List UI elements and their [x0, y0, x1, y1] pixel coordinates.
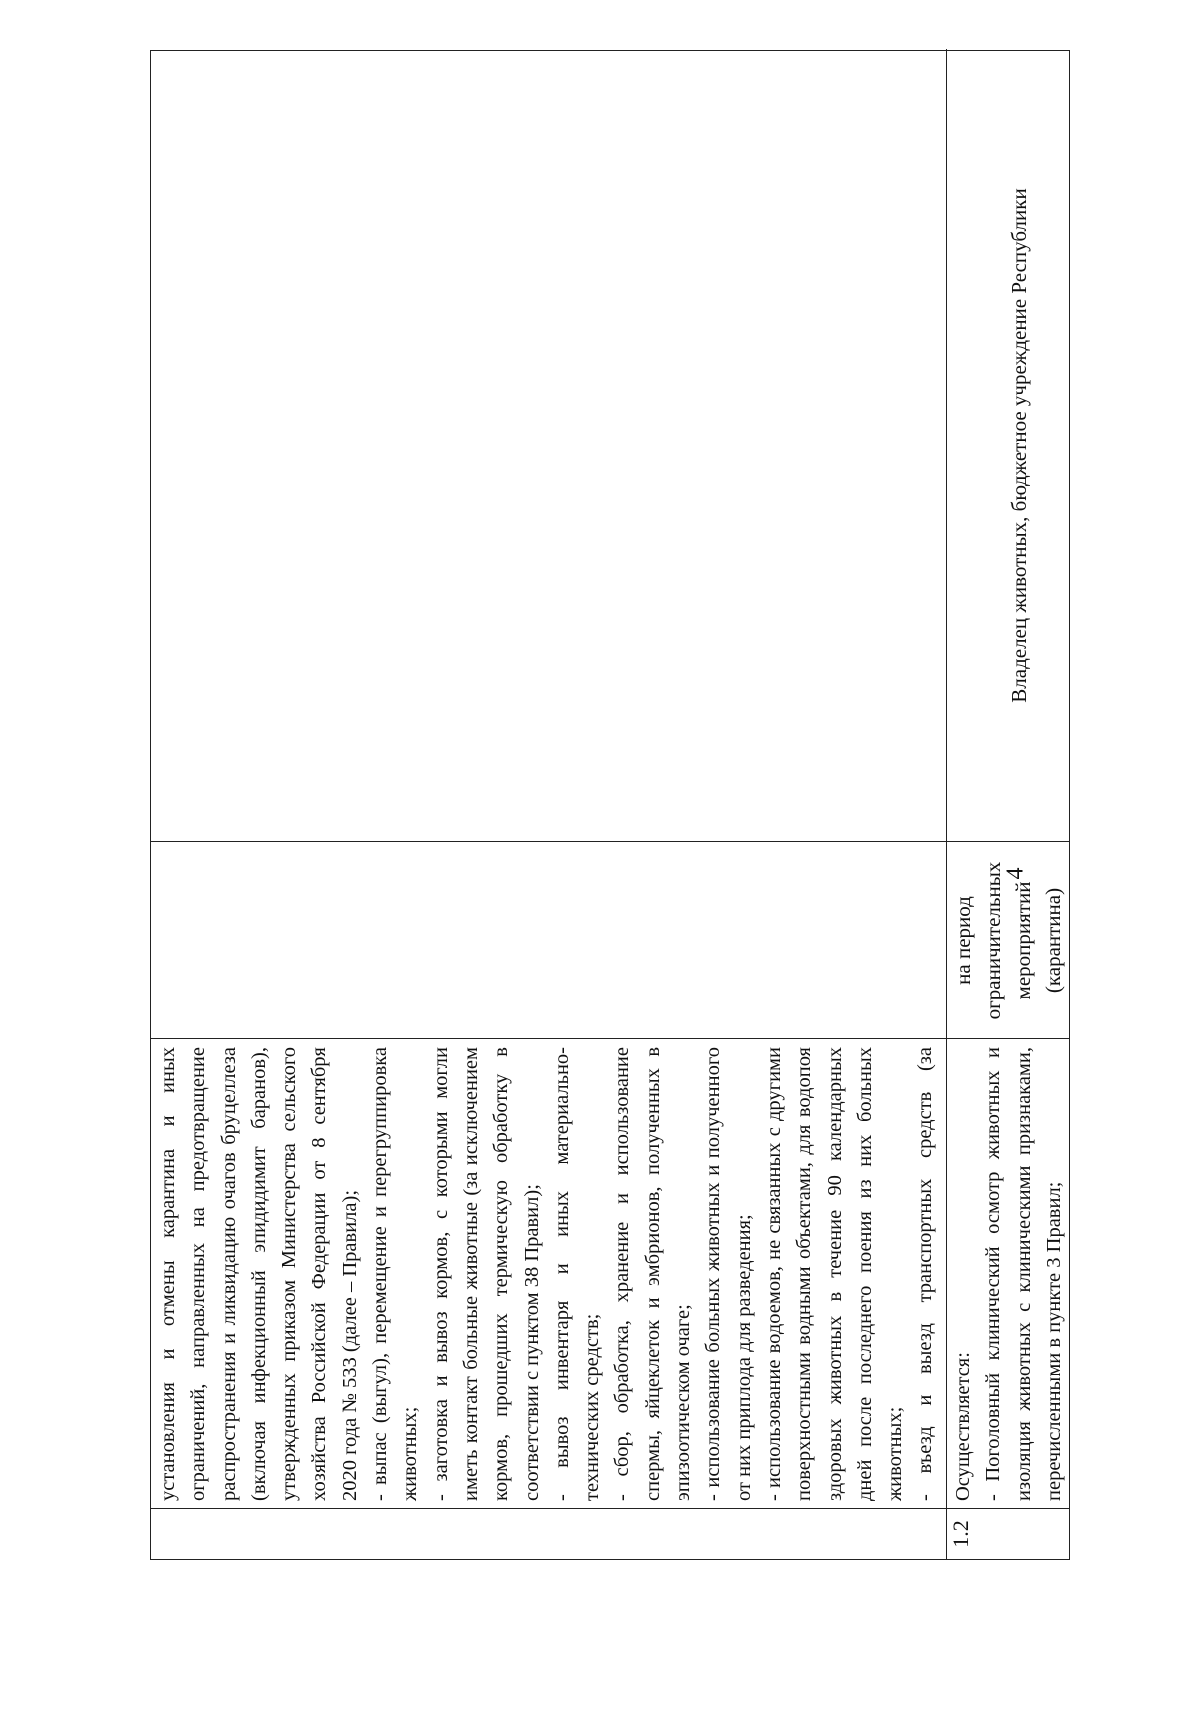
measure-paragraph: Осуществляется:: [952, 1352, 974, 1501]
rotated-page: [150, 50, 1070, 1560]
row-1-responsible: [151, 49, 946, 842]
row-1-period: [151, 842, 946, 1039]
row-1-2-number: 1.2: [948, 1520, 973, 1548]
measure-paragraph: - въезд и выезд транспортных средств (за: [914, 1047, 937, 1501]
measure-paragraph: - вывоз инвентаря и иных материально-технических средств;: [550, 1047, 604, 1501]
measure-paragraph: - выпас (выгул), перемещение и перегруппировка животных;: [369, 1047, 422, 1501]
measure-paragraph: - сбор, обработка, хранение и использование спермы, яйцеклеток и эмбрионов, полученных в эпизоотическом очаге;: [611, 1047, 695, 1501]
measure-paragraph: - заготовка и вывоз кормов, с которыми могли иметь контакт больные животные (за исключением кормов, прошедших термическую обработку в соответствии с пунктом 38 Правил);: [429, 1047, 543, 1501]
measure-paragraph: - Поголовный клинический осмотр животных и изоляция животных с клиническими признаками, перечисленными в пункте 3 Правил;: [982, 1047, 1065, 1501]
row-1-measures: [151, 1039, 946, 1509]
row-1-2-period: на период ограничительных мероприятий (карантина): [951, 861, 1065, 1020]
measures-table: [150, 50, 1070, 1560]
row-1-number: [151, 1509, 946, 1559]
row-1-2-responsible: Владелец животных, бюджетное учреждение Республики: [1007, 188, 1031, 703]
measure-paragraph: - использование больных животных и полученного от них приплода для разведения;: [702, 1047, 755, 1501]
measure-paragraph: установления и отмены карантина и иных ограничений, направленных на предотвращение распространения и ликвидацию очагов бруцеллеза (включая инфекционный эпидидимит баранов), утвержденных приказом Министерства сельского хозяйства Российской Федерации от 8 сентября 2020 года № 533 (далее – Правила);: [157, 1047, 361, 1501]
measure-paragraph: - использование водоемов, не связанных с другими поверхностными водными объектами, для водопоя здоровых животных в течение 90 календарных дней после последнего поения из них больных животных;: [762, 1047, 907, 1501]
page-number: 4: [1002, 867, 1029, 880]
row-1-2-measures: [946, 1039, 1071, 1509]
